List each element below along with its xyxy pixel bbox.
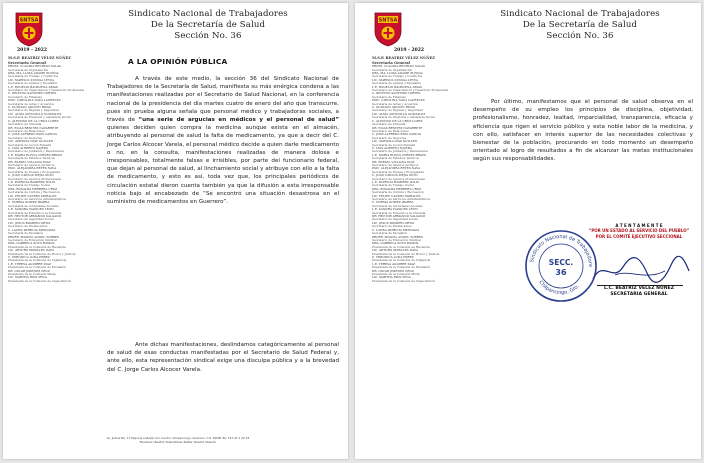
- leader-role: Secretaria General: [372, 60, 410, 65]
- member-role: Secretario de Servicios Administrativos: [372, 197, 431, 202]
- paragraph-1-text-b: quienes deciden quien compra la medicina aunque exista en el almacén, atribuyendo al personal de salud la falta de medicamento, ya que a decir del C. Jorge Carlos Alcocer Varela, el personal médico decide a quien darle medicamento o no, en la consulta, manifestaciones realizadas de manera dolosa e irresponsables, totalmente falsas e irrisibles, por parte del funcionario federal, que dejan al personal de salud, al linchamiento social y atribuye con ello a la falta de medicamento, y esto es así, toda vez que, los principales periódicos de circulación estatal dieron cuenta también ya que la difusión a esta irresponsable noticia bajo el encabezado de “Se encontró una situación desastrosa en el suministro de medicamentos en Guerrero”.: [107, 125, 339, 206]
- member-role: Secretario de Vivienda: [372, 122, 406, 127]
- member-name: C. VERÓNICA LUNA PÉREZ: [372, 255, 414, 259]
- signer-role: SECRETARIA GENERAL: [610, 292, 668, 297]
- committee-member: [8, 249, 96, 256]
- member-name: PSIC. CAROLINA NAVA LAURELES: [8, 99, 61, 103]
- member-role: Secretario de Jubilados y Pensionados: [372, 149, 428, 154]
- committee-member: [8, 133, 96, 140]
- member-role: Presidenta de la Comisión de Hacienda: [372, 244, 430, 249]
- committee-member: [372, 256, 462, 263]
- committee-member: [8, 79, 96, 86]
- member-role: Secretario de Servicios Administrativos: [8, 197, 67, 202]
- paragraph-1: [107, 75, 339, 206]
- letterhead: [480, 9, 680, 42]
- member-role: Secretario de Relaciones: [8, 128, 45, 133]
- member-name: DRA. ROSALBA HERRERA CRUZ: [8, 187, 58, 191]
- member-role: Presidenta de la Comisión de Escalafón: [8, 265, 67, 270]
- member-name: LIC. ADRIANA DÍAZ GUILLÉN: [8, 140, 54, 144]
- committee-member: [372, 79, 462, 86]
- letterhead-line-2: De la Secretaría de Salud: [522, 20, 638, 30]
- member-name: DR. RAFAEL VILLALVA DÍAZ: [372, 160, 415, 164]
- committee-member: [8, 201, 96, 208]
- member-name: C. GUSTAVO ADOLFO RIVAS: [372, 106, 415, 110]
- member-name: DRA. GABRIELA SOTO RAMOS: [372, 242, 419, 246]
- member-name: DR. OSCAR JIMÉNEZ CRUZ: [8, 269, 50, 273]
- member-role: Secretaria de Trabajo y Conflictos: [8, 74, 59, 79]
- seal-secc: SECC.: [548, 258, 574, 267]
- logo-text: SNTSA: [378, 17, 398, 24]
- member-name: C. LAURA PATRICIA MENDOZA: [372, 228, 420, 232]
- member-role: Secretaria de Actas y Acuerdos: [8, 101, 54, 106]
- seal-bottom-arc: Chilpancingo, Gro.: [537, 279, 581, 297]
- member-role: Secretaria de Organización: [8, 67, 49, 72]
- member-name: DR. RAFAEL VILLALVA DÍAZ: [8, 160, 51, 164]
- committee-member: [372, 174, 462, 181]
- member-role: Secretaria de Cultura y Recreación: [8, 190, 60, 195]
- member-role: Secretaria de Actividades Sociales: [372, 203, 423, 208]
- committee-member: [372, 201, 462, 208]
- footer: [63, 436, 293, 444]
- committee-member: [8, 215, 96, 222]
- member-role: Secretaria de Escalafón: [8, 231, 43, 236]
- committee-member: [8, 140, 96, 147]
- member-role: Secretario de Jubilados y Pensionados: [8, 149, 64, 154]
- committee-member: [8, 106, 96, 113]
- member-name: LIC. MARTHA RÍOS VEGA: [372, 276, 411, 280]
- member-name: PROFR. MIGUEL ÁNGEL TORRES: [372, 235, 423, 239]
- committee-member: [8, 113, 96, 120]
- member-name: L.E. TERESA AGUIRRE DÍAZ: [8, 262, 52, 266]
- paragraph-1-text-a: A través de este medio, la sección 36 del Sindicato Nacional de Trabajadores de la Secretaría de Salud, manifiesta su más enérgica condena a las manifestaciones realizadas por el Secretario de Salud Nacional, en la conferencia nacional de la presidencia del día martes cuatro de enero del año que transcurre, pues sin prueba alguna señala que personal médico y trabajadoras sociales, a través de: [107, 76, 339, 124]
- union-logo: [13, 11, 45, 47]
- member-role: Secretaria de Trabajo Social: [372, 183, 414, 188]
- committee-member: [8, 65, 96, 72]
- committee-member: [372, 249, 462, 256]
- closing-lines: [579, 223, 699, 239]
- member-role: Secretario de Capacitación y Desarrollo Profesional: [372, 88, 449, 93]
- member-role: Secretaria de Prensa y Propaganda: [8, 169, 60, 174]
- committee-member: [8, 242, 96, 249]
- leader-name: M.S.P. BEATRIZ VÉLEZ NÚÑEZ: [372, 56, 435, 60]
- member-role: Secretario de Higiene y Seguridad: [8, 108, 59, 113]
- committee-member: [372, 181, 462, 188]
- committee-member: [372, 222, 462, 229]
- committee-member: [8, 276, 96, 283]
- document-page-1: [3, 3, 348, 459]
- member-role: Secretario de Asuntos Profesionales: [372, 176, 426, 181]
- member-role: Presidenta de la Comisión de Vigilancia: [8, 258, 67, 263]
- committee-member: [372, 99, 462, 106]
- member-role: Secretario de Prestaciones: [8, 224, 48, 229]
- member-name: C. DELFINO SÁNCHEZ CORTÉS: [8, 92, 57, 96]
- member-role: Secretario de Relaciones: [372, 128, 409, 133]
- member-role: Secretaria de Prensa y Propaganda: [372, 169, 424, 174]
- signer-name: L.C. BEATRIZ VÉLEZ NÚÑEZ: [603, 286, 675, 291]
- member-name: L.E. TERESA AGUIRRE DÍAZ: [372, 262, 416, 266]
- member-name: L.E. SANDRA VÁZQUEZ LEÓN: [8, 208, 54, 212]
- member-name: L.E. ROGELIO BALBUENA ARIAS: [8, 85, 58, 89]
- member-name: PROFA. CLAUDIA BELTRÁN SALAS: [8, 65, 61, 69]
- leader-name: M.S.P. BEATRIZ VÉLEZ NÚÑEZ: [8, 56, 71, 60]
- member-name: DRA. ROSALBA HERRERA CRUZ: [372, 187, 422, 191]
- member-name: C. LAURA PATRICIA MENDOZA: [8, 228, 56, 232]
- union-logo: [372, 11, 404, 47]
- member-name: LIC. ARTURO MORALES NAVA: [8, 249, 55, 253]
- member-role: Secretario de Finanzas: [372, 94, 406, 99]
- member-name: L.E. PATRICIA RAMÍREZ SOLÍS: [372, 181, 419, 184]
- member-name: LIC. ARTURO MORALES NAVA: [372, 249, 419, 253]
- member-name: DR. HÉCTOR ARMANDO SALGADO: [8, 215, 62, 219]
- member-name: L.E. MARÍA ELENA CORTÉS BRAVO: [8, 153, 63, 157]
- paragraph-closing: Por último, manifestamos que el personal de salud observa en el desempeño de su empleo los principios de disciplina, objetividad, profesionalismo, honradez, lealtad, imparcialidad, transparencia, eficacia y eficiencia que rigen el servicio público y esta noble labor de la medicina, y con ello, satisfacer en interés superior de las necesidades colectivas y bienestar de la población, procurando en todo momento un desempeño orientado al logro de resultados a fin de alcanzar las metas institucionales según sus responsabilidades.: [473, 99, 693, 163]
- committee-member: [372, 65, 462, 72]
- member-role: Secretario de Asuntos Profesionales: [8, 176, 62, 181]
- committee-member: [372, 92, 462, 99]
- committee-member: [8, 167, 96, 174]
- member-name: LIC. ALMA ASTUDILLO GONZÁLEZ: [8, 112, 62, 116]
- member-name: C. NORMA GÓMEZ IBARRA: [8, 201, 50, 205]
- member-role: Secretaria de Estudios Técnicos: [8, 156, 55, 161]
- member-name: C. ALFONSO DE LA CRUZ LÓPEZ: [372, 119, 423, 123]
- signature-block: [523, 223, 693, 303]
- member-role: Secretario de Deportes: [8, 135, 43, 140]
- member-name: LIC. MARTHA RÍOS VEGA: [8, 276, 47, 280]
- committee-member: [8, 188, 96, 195]
- committee-member: [372, 147, 462, 154]
- member-name: LIC. FELIPE CASTRO MORALES: [372, 194, 421, 198]
- member-name: DRA. MA. LUISA ADAME ZUÑIGA: [8, 72, 59, 75]
- member-name: L.E. SANDRA VÁZQUEZ LEÓN: [372, 208, 418, 212]
- seal-number: 36: [555, 268, 567, 277]
- member-role: Secretaria de Previsión y Asistencia Social: [372, 115, 435, 120]
- committee-member: [8, 256, 96, 263]
- member-name: PROFR. MIGUEL ÁNGEL TORRES: [8, 235, 59, 239]
- member-name: C. LUIS ALBERTO NAJERA: [372, 146, 412, 150]
- letterhead: [108, 9, 308, 42]
- member-role: Secretario de Seguridad Social: [8, 217, 54, 222]
- committee-member: [372, 242, 462, 249]
- member-name: DRA. GABRIELA SOTO RAMOS: [8, 242, 55, 246]
- member-role: Secretaria de Fomento a la Vivienda: [372, 210, 426, 215]
- member-role: Presidente de la Comisión Mixta: [8, 271, 56, 276]
- member-role: Secretario de Finanzas: [8, 94, 42, 99]
- committee-member: [372, 140, 462, 147]
- committee-member: [8, 208, 96, 215]
- member-role: Presidenta de la Comisión de Escalafón: [372, 265, 431, 270]
- committee-member: [372, 154, 462, 161]
- member-role: Secretaria de Cultura y Recreación: [372, 190, 424, 195]
- member-role: Presidente de la Comisión Mixta: [372, 271, 420, 276]
- committee-member: [372, 133, 462, 140]
- member-name: C. LUIS ALBERTO NAJERA: [8, 146, 48, 150]
- member-role: Presidenta de la Comisión de Hacienda: [8, 244, 66, 249]
- committee-member: [372, 215, 462, 222]
- committee-member: [372, 120, 462, 127]
- committee-member: [372, 263, 462, 270]
- member-name: PSIC. ALEJANDRA REYES NAVA: [372, 167, 421, 171]
- committee-member: [8, 263, 96, 270]
- committee-member: [8, 99, 96, 106]
- closing-word: A T E N T A M E N T E: [615, 223, 663, 228]
- member-name: C. JUAN CARLOS MEJÍA SOTO: [372, 174, 418, 178]
- member-role: Secretario de Seguridad Social: [372, 217, 418, 222]
- member-name: C. ALFONSO DE LA CRUZ LÓPEZ: [8, 119, 59, 123]
- member-list: [372, 65, 462, 283]
- member-name: DR. OSCAR JIMÉNEZ CRUZ: [372, 269, 414, 273]
- member-name: DRA. MA. LUISA ADAME ZUÑIGA: [372, 72, 423, 75]
- committee-member: [372, 229, 462, 236]
- motto: “POR UN ESTADO AL SERVICIO DEL PUEBLO”: [588, 228, 690, 234]
- committee-member: [8, 147, 96, 154]
- committee-member: [372, 167, 462, 174]
- member-role: Secretaria de Ajustes y Escalafón: [372, 81, 422, 86]
- letterhead-line-3: Sección No. 36: [174, 31, 242, 41]
- member-name: C. JOSÉ ALFREDO RÍOS GARCÍA: [372, 133, 421, 137]
- member-role: Secretaria de Estudios Técnicos: [372, 156, 419, 161]
- member-role: Secretario de Prestaciones: [372, 224, 412, 229]
- member-role: Secretaria de Organización: [372, 67, 413, 72]
- footer-social: Facebook: Beatriz Vélez Núñez Twitter: Beatriz Vélez N.: [139, 440, 217, 444]
- member-name: LIC. JESÚS ROMERO ORTIZ: [372, 221, 415, 225]
- member-role: Secretaria de Previsión y Asistencia Social: [8, 115, 71, 120]
- member-name: LIC. MARISOL ZUÑIGA LEYVA: [372, 78, 418, 82]
- member-role: Secretario de Capacitación y Desarrollo Profesional: [8, 88, 85, 93]
- member-name: DR. ELIAS BENÍTEZ NAVARRETE: [372, 126, 423, 130]
- committee-member: [372, 106, 462, 113]
- period: 2019 - 2022: [394, 48, 425, 53]
- member-name: C. GUSTAVO ADOLFO RIVAS: [8, 106, 51, 110]
- member-role: Secretario de Educación Sindical: [372, 237, 421, 242]
- member-name: DR. ELIAS BENÍTEZ NAVARRETE: [8, 126, 59, 130]
- committee-line: POR EL COMITÉ EJECUTIVO SECCIONAL: [595, 233, 683, 239]
- member-name: L.E. ROGELIO BALBUENA ARIAS: [372, 85, 422, 89]
- member-name: PSIC. ALEJANDRA REYES NAVA: [8, 167, 57, 171]
- member-name: C. DELFINO SÁNCHEZ CORTÉS: [372, 92, 421, 96]
- committee-member: [372, 72, 462, 79]
- handwritten-signature: [585, 253, 695, 289]
- member-role: Secretario de Higiene y Seguridad: [372, 108, 423, 113]
- member-role: Secretario de Deportes: [372, 135, 407, 140]
- committee-sidebar: [8, 56, 96, 283]
- member-role: Secretaria de Actas y Acuerdos: [372, 101, 418, 106]
- leader-role: Secretaria General: [8, 60, 46, 65]
- member-role: Secretaria de Actividades Sociales: [8, 203, 59, 208]
- letterhead-line-1: Sindicato Nacional de Trabajadores: [128, 9, 288, 19]
- member-name: C. VERÓNICA LUNA PÉREZ: [8, 255, 50, 259]
- page-title: A LA OPINIÓN PÚBLICA: [128, 57, 228, 66]
- member-name: C. NORMA GÓMEZ IBARRA: [372, 201, 414, 205]
- member-role: Secretario de Asuntos Jurídicos: [372, 162, 419, 167]
- committee-member: [8, 72, 96, 79]
- member-role: Secretario de Asuntos Jurídicos: [8, 162, 55, 167]
- member-role: Secretaria de Escalafón: [372, 231, 407, 236]
- member-name: PROFA. CLAUDIA BELTRÁN SALAS: [372, 65, 425, 69]
- member-role: Secretario de Vivienda: [8, 122, 42, 127]
- committee-member: [8, 181, 96, 188]
- signer: [579, 286, 699, 298]
- member-role: Secretaria de Acción Femenil: [8, 142, 52, 147]
- member-role: Presidenta de la Comisión de Vigilancia: [372, 258, 431, 263]
- member-role: Presidente de la Comisión de Honor y Justicia: [372, 251, 440, 256]
- member-list: [8, 65, 96, 283]
- committee-member: [372, 188, 462, 195]
- member-role: Secretaria de Trabajo Social: [8, 183, 50, 188]
- seal-top-arc: Sindicato Nacional de Trabajadore: [529, 234, 594, 268]
- committee-member: [8, 174, 96, 181]
- member-role: Secretaria de Ajustes y Escalafón: [8, 81, 58, 86]
- footer-address: Av. Juárez No. 17 Esquina Callejón Col. Centro, Chilpancingo, Guerrero. C.P. 39000 Tel: 747-47 1 22 33: [106, 436, 250, 440]
- member-name: L.E. MARÍA ELENA CORTÉS BRAVO: [372, 153, 427, 157]
- member-role: Presidente de la Comisión de Honor y Justicia: [8, 251, 76, 256]
- period: 2019 - 2022: [17, 48, 48, 53]
- committee-member: [372, 113, 462, 120]
- letterhead-line-1: Sindicato Nacional de Trabajadores: [500, 9, 660, 19]
- member-name: LIC. ADRIANA DÍAZ GUILLÉN: [372, 140, 418, 144]
- committee-member: [8, 92, 96, 99]
- member-role: Secretaria de Fomento a la Vivienda: [8, 210, 62, 215]
- member-role: Presidenta de la Comisión de Capacitación: [372, 278, 435, 283]
- member-name: PSIC. CAROLINA NAVA LAURELES: [372, 99, 425, 103]
- letterhead-line-3: Sección No. 36: [546, 31, 614, 41]
- member-role: Secretaria de Trabajo y Conflictos: [372, 74, 423, 79]
- member-name: LIC. JESÚS ROMERO ORTIZ: [8, 221, 51, 225]
- committee-member: [8, 229, 96, 236]
- letterhead-line-2: De la Secretaría de Salud: [150, 20, 266, 30]
- committee-member: [8, 120, 96, 127]
- member-name: L.E. PATRICIA RAMÍREZ SOLÍS: [8, 181, 55, 184]
- member-name: C. JUAN CARLOS MEJÍA SOTO: [8, 174, 54, 178]
- member-role: Presidenta de la Comisión de Capacitación: [8, 278, 71, 283]
- member-name: LIC. FELIPE CASTRO MORALES: [8, 194, 57, 198]
- member-name: LIC. ALMA ASTUDILLO GONZÁLEZ: [372, 112, 426, 116]
- committee-member: [372, 208, 462, 215]
- member-name: DR. HÉCTOR ARMANDO SALGADO: [372, 215, 426, 219]
- logo-text: SNTSA: [19, 17, 39, 24]
- member-role: Secretaria de Acción Femenil: [372, 142, 416, 147]
- paragraph-1-quote: “una serie de argucias en médicos y el personal de salud”: [138, 117, 339, 124]
- committee-member: [8, 154, 96, 161]
- member-role: Secretario de Educación Sindical: [8, 237, 57, 242]
- member-name: LIC. MARISOL ZUÑIGA LEYVA: [8, 78, 54, 82]
- member-name: C. JOSÉ ALFREDO RÍOS GARCÍA: [8, 133, 57, 137]
- committee-member: [8, 222, 96, 229]
- committee-member: [372, 276, 462, 283]
- document-page-2: [355, 3, 701, 459]
- committee-sidebar: [372, 56, 462, 283]
- paragraph-2: Ante dichas manifestaciones, deslindamos categóricamente al personal de salud de esas conductas manifestadas por el Secretario de Salud Federal y, ante ello, esta representación sindical exige una disculpa pública y a la brevedad del C. Jorge Carlos Alcocer Varela.: [107, 342, 339, 373]
